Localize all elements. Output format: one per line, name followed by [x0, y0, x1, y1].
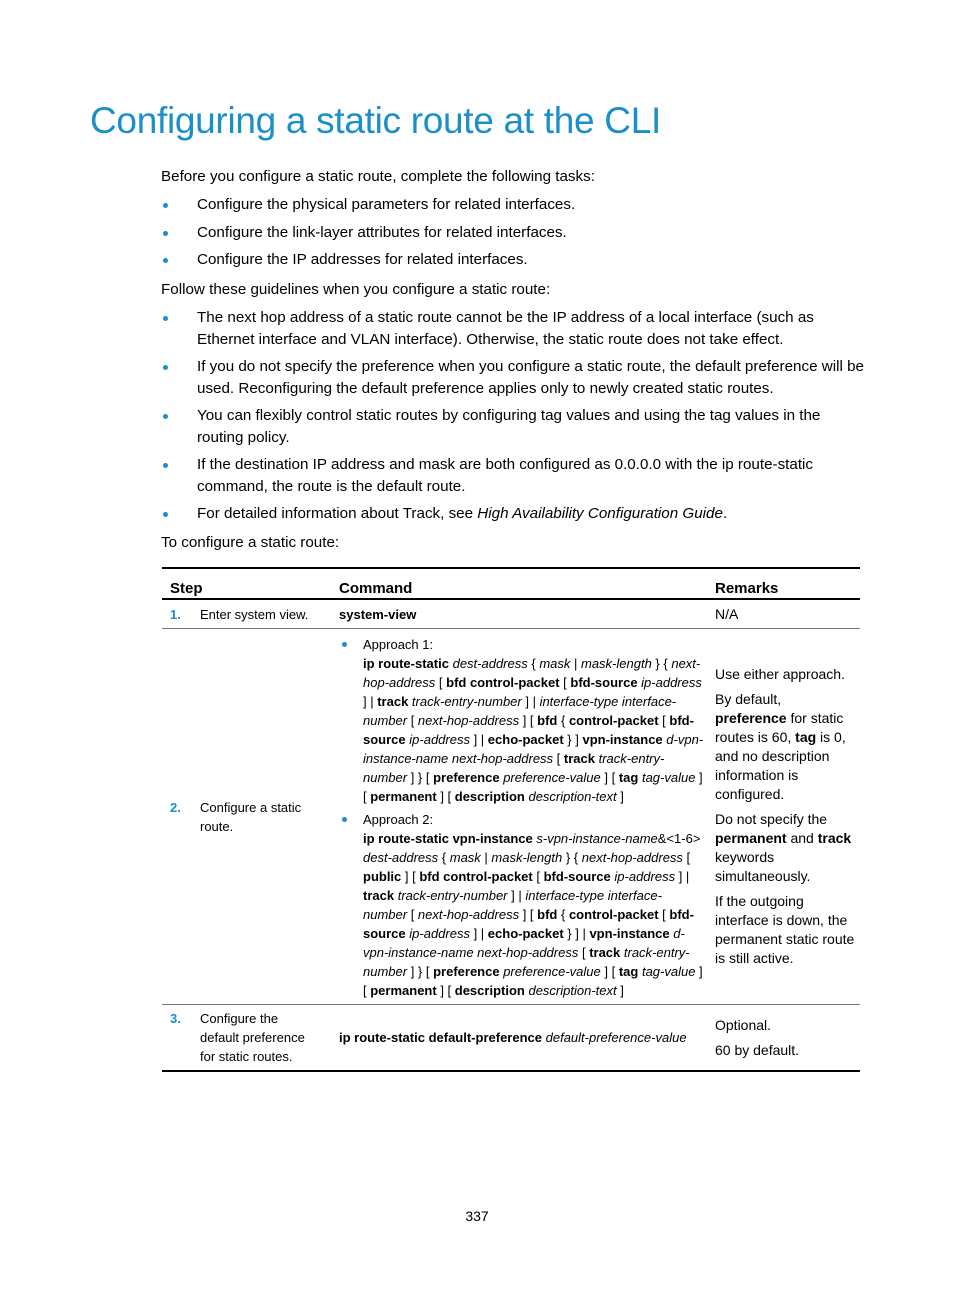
header-remarks: Remarks	[707, 568, 860, 599]
step-number: 3.	[170, 1011, 181, 1026]
page-title: Configuring a static route at the CLI	[90, 100, 661, 141]
step-description: Enter system view.	[200, 606, 309, 622]
remark-optional: Optional.	[715, 1016, 772, 1033]
step-description: Configure the default preference for static routes.	[200, 1011, 305, 1064]
config-table	[162, 567, 860, 1072]
remark-approach: Use either approach.	[715, 666, 845, 682]
header-command: Command	[331, 568, 707, 599]
command-syntax: ip route-static default-preference default-preference-value	[339, 1030, 687, 1045]
table-header-row	[162, 568, 860, 599]
track-note-suffix: .	[722, 505, 728, 522]
table-row	[162, 1005, 860, 1072]
approach-label: Approach 2:	[363, 812, 434, 827]
step-cell	[162, 1005, 331, 1072]
approach-2	[339, 810, 705, 1000]
step-cell	[162, 599, 331, 629]
table-row	[162, 599, 860, 629]
prerequisite-list	[161, 194, 867, 277]
remarks-cell	[707, 629, 860, 1005]
step-description: Configure a static route.	[200, 799, 302, 834]
page-number: 337	[465, 1208, 489, 1224]
command-cell	[331, 1005, 707, 1072]
guide-reference: High Availability Configuration Guide	[477, 505, 723, 522]
remarks-cell	[707, 1005, 860, 1072]
command-cell: system-view	[331, 599, 707, 629]
table-row	[162, 629, 860, 1005]
guidelines-intro: Follow these guidelines when you configure a static route:	[161, 281, 551, 298]
guideline-list	[161, 307, 867, 531]
remark-outgoing-interface: If the outgoing interface is down, the permanent static route is still active.	[715, 893, 855, 966]
remark-default-value: 60 by default.	[715, 1041, 800, 1058]
remark-default: By default, preference for static routes is 60, tag is 0, and no description information is configured.	[715, 691, 846, 802]
remark-permanent-track: Do not specify the permanent and track keywords simultaneously.	[715, 811, 852, 884]
remarks-cell: N/A	[707, 599, 860, 629]
approach-label: Approach 1:	[363, 637, 434, 652]
list-item: If the destination IP address and mask are both configured as 0.0.0.0 with the ip route-static command, the route is the default route.	[161, 454, 867, 497]
step-number: 2.	[170, 799, 181, 815]
command-cell	[331, 629, 707, 1005]
list-item: Configure the physical parameters for related interfaces.	[161, 194, 867, 216]
command-syntax-approach-1: ip route-static dest-address { mask | mask-length } { next-hop-address [ bfd control-packet [ bfd-source ip-address ] | track track-entry-number ] | interface-type interface-number [ next-hop-address ] [ bfd { control-packet [ bfd-source ip-address ] | echo-packet } ] vpn-instance d-vpn-instance-name next-hop-address [ track track-entry-number ] } [ preference preference-value ] [ tag tag-value ] [ permanent ] [ description description-text ]	[363, 656, 704, 804]
list-item: Configure the IP addresses for related interfaces.	[161, 249, 867, 271]
command-syntax-approach-2: ip route-static vpn-instance s-vpn-instance-name&<1-6> dest-address { mask | mask-length } { next-hop-address [ public ] [ bfd control-packet [ bfd-source ip-address ] | track track-entry-number ] | interface-type interface-number [ next-hop-address ] [ bfd { control-packet [ bfd-source ip-address ] | echo-packet } ] | vpn-instance d-vpn-instance-name next-hop-address [ track track-entry-number ] } [ preference preference-value ] [ tag tag-value ] [ permanent ] [ description description-text ]	[363, 831, 703, 998]
approach-1	[339, 635, 705, 806]
step-cell	[162, 629, 331, 1005]
list-item: You can flexibly control static routes by configuring tag values and using the tag values in the routing policy.	[161, 405, 867, 448]
step-number: 1.	[170, 606, 181, 622]
intro-text: Before you configure a static route, complete the following tasks:	[161, 168, 595, 185]
list-item: If you do not specify the preference when you configure a static route, the default preference will be used. Reconfiguring the default preference applies only to newly created static routes.	[161, 356, 867, 399]
list-item: Configure the link-layer attributes for related interfaces.	[161, 222, 867, 244]
list-item: The next hop address of a static route cannot be the IP address of a local interface (such as Ethernet interface and VLAN interface). Otherwise, the static route does not take effect.	[161, 307, 867, 350]
list-item	[161, 503, 867, 525]
table-intro: To configure a static route:	[161, 534, 340, 551]
track-note-prefix: For detailed information about Track, see	[197, 505, 478, 522]
header-step: Step	[162, 568, 331, 599]
